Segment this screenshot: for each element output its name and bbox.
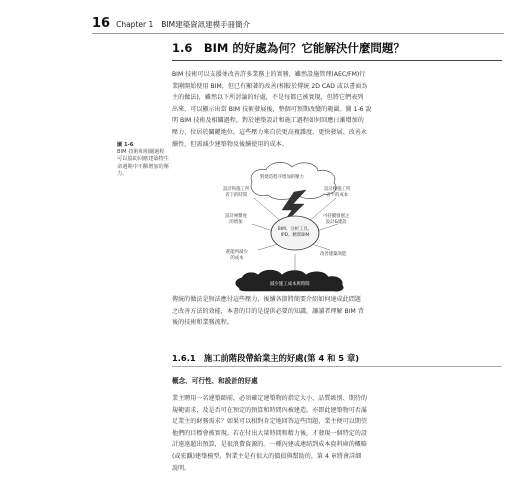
label-energy-cost: 耗能所減少 的成本 <box>226 250 248 261</box>
label-bim-center: BIM、分析工具、 IPD、精實BIM <box>277 227 313 238</box>
text-line: 之改善方法的效能，本書的目的是提供必要的知識，讓讀者理解 BIM 背 <box>172 307 364 315</box>
header-rule <box>92 33 504 34</box>
figure-caption <box>117 142 175 178</box>
figure-number: 圖 1-6 <box>117 142 134 148</box>
paragraph-owner <box>172 393 502 474</box>
text-line: 說明。 <box>172 464 191 472</box>
text-line: 壓力，位居於關鍵地位。這些壓力來自於更高複雜度、更快發展、改善永 <box>172 128 367 136</box>
bim-pressure-figure <box>220 158 370 292</box>
label-construction-cost-time: 減少施工成本與時間 <box>270 282 310 287</box>
chapter-title: BIM建築資訊建模手冊簡介 <box>161 20 251 29</box>
caption-line: 可以協助回應建築物生 <box>117 156 169 163</box>
paragraph-intro <box>172 69 502 150</box>
page-header <box>92 16 492 31</box>
label-building-performance: 改善建築效能 <box>320 252 347 257</box>
subheading: 概念、可行性、和設計的好處 <box>172 377 258 385</box>
label-sustainable: 可持續發展之 設計&建設 <box>323 214 350 225</box>
section-title: 1.6 BIM 的好處為何？它能解決什麼問題？ <box>172 41 405 55</box>
text-line: 計遠遠超出預算，是很浪費資源的。一種內建或連結到成本資料庫的概略 <box>172 441 367 449</box>
ground-cloud-icon <box>236 270 344 291</box>
text-line: 他們的目標會被實現。若在付出大量時間和精力後，才發現一個特定的設 <box>172 429 367 437</box>
text-line: 規範需求，及是否可在預定的預算和時間內被建造。亦即此建築物可否滿 <box>172 406 367 414</box>
label-cost-saved: 設計和施工所 省下的成本 <box>324 187 351 198</box>
text-line: 明 BIM 技術及相關過程，對於建築設計和施工過程如何回應日漸增加的 <box>172 117 364 125</box>
label-pressure: 對建造程序增加的壓力 <box>260 175 304 180</box>
label-complexity: 設計複雜度 的增加 <box>225 214 247 225</box>
text-line: 後的技術和業務流程。 <box>172 319 233 327</box>
subsection-title: 1.6.1 施工前階段帶給業主的好處(第 4 和 5 章) <box>172 353 360 363</box>
paragraph-traditional <box>172 294 502 329</box>
section-rule <box>172 60 502 61</box>
text-line: 業主聘用一名建築師前，必須確定建築物的指定大小、品質級別、期待的 <box>172 395 367 402</box>
text-line: 出來，可以顯示出當 BIM 技術發展後，整個可預期改變的範圍。圖 1-6 說 <box>172 105 372 113</box>
text-line: 傳統的做法是無法應付這些壓力，後續各節將簡要介紹如何達成此問題 <box>172 296 361 303</box>
text-line: 業剛開始使用 BIM，但已有顯著的改善(相較於傳統 2D CAD 或以書面為 <box>172 82 368 90</box>
label-time-saved: 設計和施工所 省下的時間 <box>223 187 250 198</box>
text-line: 主的做法)，雖然以下所討論的好處，不是每都已被實現，但將它們表列 <box>172 94 364 102</box>
text-line: 續性，但需減少建築物及後續使用的成本。 <box>172 140 288 148</box>
caption-line: BIM 技術和相關過程 <box>117 149 165 156</box>
subsection-rule <box>172 366 502 367</box>
caption-line: 命週期中不斷增加的壓 <box>117 163 169 170</box>
text-line: BIM 技術可以支援並改善許多業務上的實務，雖然設施管理(AEC/FM)行 <box>172 71 366 78</box>
page-number: 16 <box>92 16 111 31</box>
text-line: (或宏觀)建築模型，對業主是有很大的價值與幫助的，第 4 章將會詳細 <box>172 452 362 460</box>
caption-line: 力。 <box>117 170 128 177</box>
chapter-label: Chapter 1 <box>116 20 154 29</box>
text-line: 足業主的財務需求？如果可以相對肯定地回答這些問題，業主便可以期望 <box>172 418 367 426</box>
